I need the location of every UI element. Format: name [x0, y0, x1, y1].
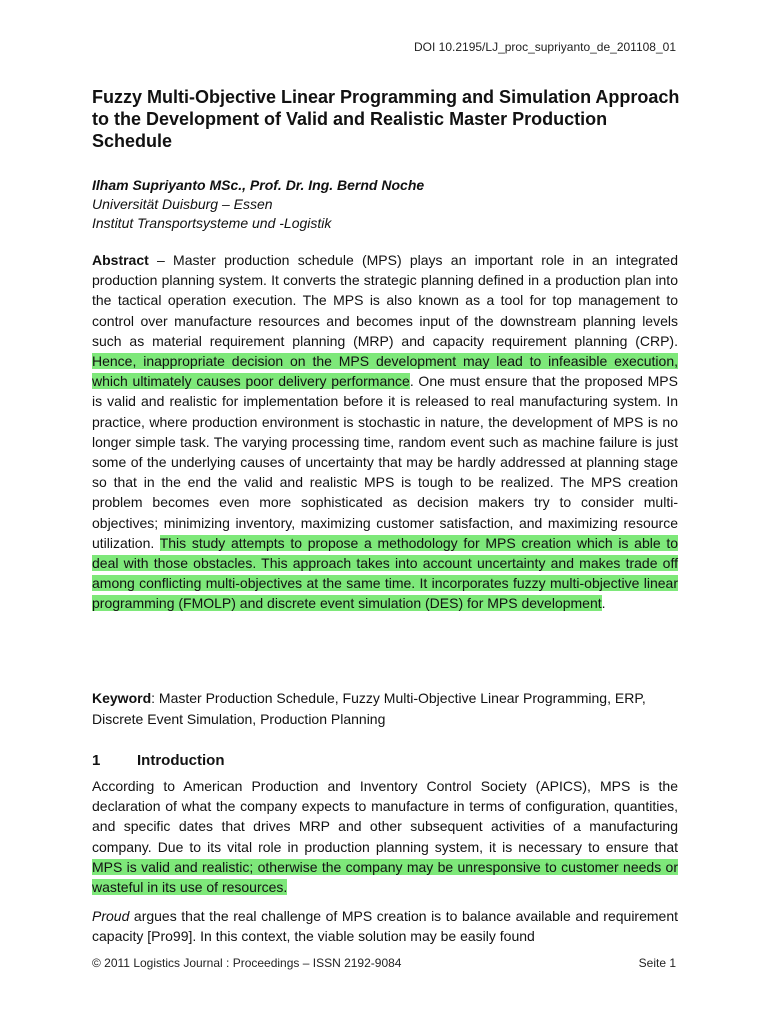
section-heading-introduction	[92, 752, 224, 769]
intro-text-2: argues that the real challenge of MPS creation is to balance available and requirement capacity [Pro99]. In this context, the viable solution may be easily found	[92, 908, 678, 945]
abstract-highlight-2: This study attempts to propose a methodology for MPS creation which is able to deal with those obstacles. This approach takes into account uncertainty and makes trade off among conflicting multi-objectives at the same time. It incorporates fuzzy multi-objective linear programming (FMOLP) and discrete event simulation (DES) for MPS development	[92, 534, 678, 612]
intro-highlight-1: MPS is valid and realistic; otherwise the company may be unresponsive to customer needs or wasteful in its use of resources.	[92, 858, 678, 896]
footer-copyright: © 2011 Logistics Journal : Proceedings – ISSN 2192-9084	[92, 956, 402, 970]
affiliation-university: Universität Duisburg – Essen	[92, 196, 273, 212]
abstract-text-2: . One must ensure that the proposed MPS is valid and realistic for implementation before it is released to real manufacturing system. In practice, where production environment is stochastic in nature, the development of MPS is no longer simple task. The varying processing time, random event such as machine failure is just some of the underlying causes of uncertainty that may be hardly addressed at planning stage so that in the end the valid and realistic MPS is tough to be realized. The MPS creation problem becomes even more sophisticated as decision makers try to consider multi-objectives; minimizing inventory, maximizing customer satisfaction, and maximizing resource utilization.	[92, 373, 678, 551]
intro-text-1: According to American Production and Inventory Control Society (APICS), MPS is the declaration of what the company expects to manufacture in terms of configuration, quantities, and specific dates that drives MRP and other subsequent activities of a manufacturing company. Due to its vital role in production planning system, it is necessary to ensure that	[92, 778, 678, 855]
abstract-highlight-1: Hence, inappropriate decision on the MPS development may lead to infeasible execution, which ultimately causes poor delivery performance	[92, 353, 678, 390]
abstract-paragraph	[92, 250, 678, 614]
abstract-label: Abstract	[92, 252, 149, 268]
intro-paragraph-2	[92, 906, 678, 946]
abstract-text-3: .	[601, 595, 606, 612]
keyword-label: Keyword	[92, 690, 152, 706]
doi-header: DOI 10.2195/LJ_proc_supriyanto_de_201108_01	[414, 40, 676, 54]
keyword-paragraph	[92, 688, 678, 729]
affiliation-institute: Institut Transportsysteme und -Logistik	[92, 215, 332, 231]
footer-page-number: Seite 1	[638, 956, 676, 970]
intro-paragraph-1	[92, 776, 678, 897]
keyword-text: : Master Production Schedule, Fuzzy Multi-Objective Linear Programming, ERP, Discrete Event Simulation, Production Planning	[92, 690, 646, 727]
author-names: Ilham Supriyanto MSc., Prof. Dr. Ing. Bernd Noche	[92, 177, 425, 193]
section-number: 1	[92, 752, 101, 769]
author-block	[92, 176, 682, 233]
section-title: Introduction	[137, 752, 225, 769]
abstract-text-1: – Master production schedule (MPS) plays an important role in an integrated production planning system. It converts the strategic planning defined in a production plan into the tactical operation execution. The MPS is also known as a tool for top management to control over manufacture resources and becomes input of the downstream planning levels such as material requirement planning (MRP) and capacity requirement planning (CRP).	[92, 252, 678, 349]
paper-title: Fuzzy Multi-Objective Linear Programming and Simulation Approach to the Development of Valid and Realistic Master Production Schedule	[92, 87, 680, 151]
proud-name: Proud	[92, 908, 130, 924]
